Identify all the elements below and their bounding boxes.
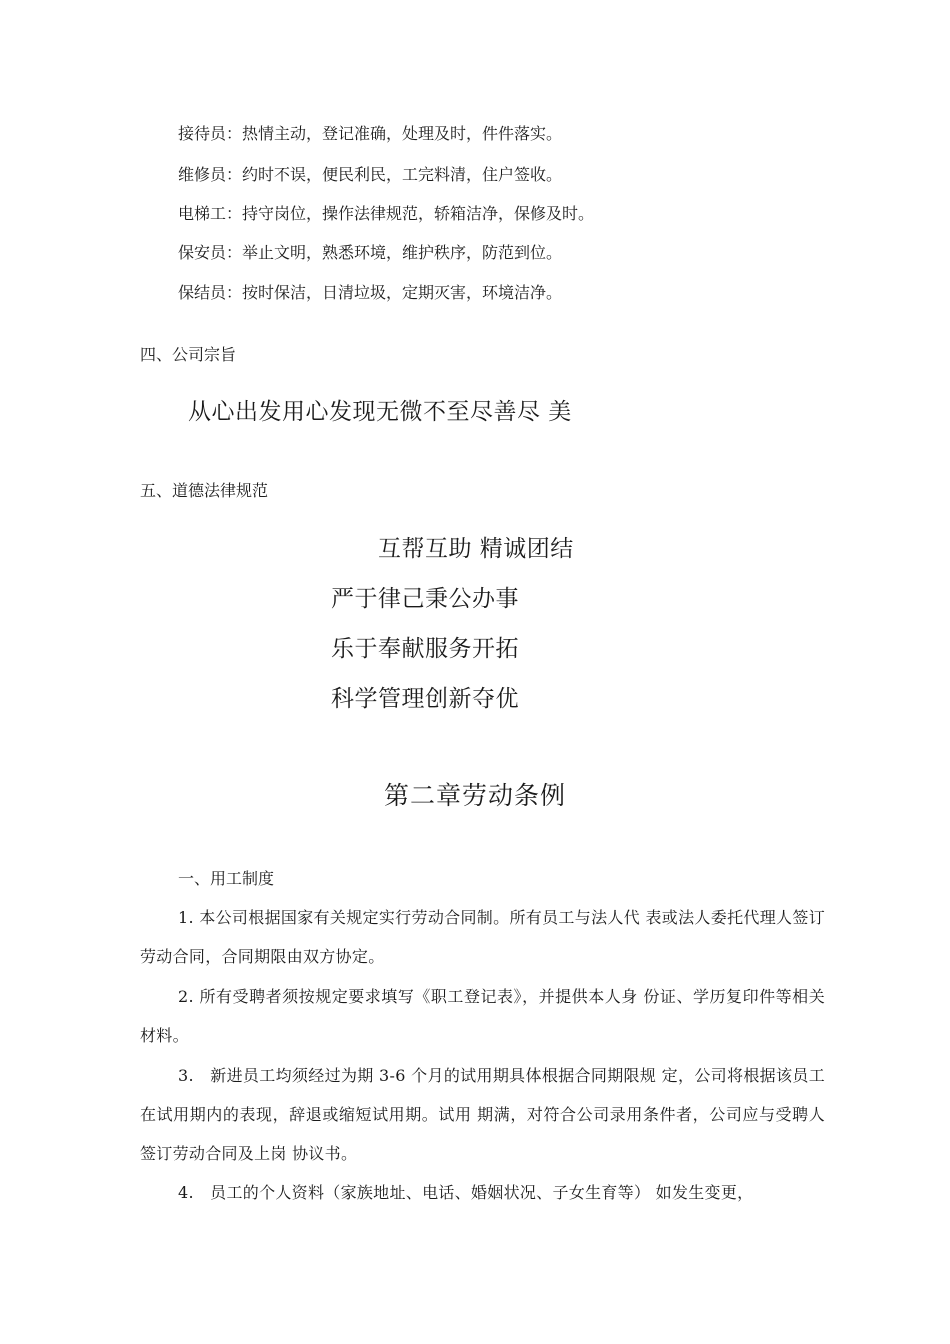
duty-security-guard: 保安员：举止文明，熟悉环境，维护秩序，防范到位。	[178, 243, 563, 262]
section4-heading: 四、公司宗旨	[140, 345, 237, 364]
duty-receptionist: 接待员：热情主动，登记准确，处理及时，件件落实。	[178, 124, 563, 143]
section5-heading: 五、道德法律规范	[140, 481, 269, 500]
paragraph-1: 1. 本公司根据国家有关规定实行劳动合同制。所有员工与法人代 表或法人委托代理人签订劳动合同，合同期限由双方协定。	[140, 908, 825, 966]
chapter-title: 第二章劳动条例	[383, 781, 566, 810]
paragraph-2: 2. 所有受聘者须按规定要求填写《职工登记表》，并提供本人身 份证、学历复印件等相关材料。	[140, 987, 825, 1045]
duty-cleaner: 保结员：按时保洁，日清垃圾，定期灭害，环境洁净。	[178, 283, 563, 302]
duty-repairman: 维修员：约时不误，便民利民，工完料清，住户签收。	[178, 165, 563, 184]
company-motto: 从心出发用心发现无微不至尽善尽 美	[188, 399, 572, 425]
chapter-subheading: 一、用工制度	[178, 869, 275, 888]
paragraph-3: 3. 新进员工均须经过为期 3-6 个月的试用期具体根据合同期限规 定，公司将根据该员工在试用期内的表现，辞退或缩短试用期。试用 期满，对符合公司录用条件者，公司应与受聘人签订劳动合同及上岗 协议书。	[140, 1066, 825, 1163]
ethic-line-1: 互帮互助 精诚团结	[378, 536, 574, 562]
ethic-line-3: 乐于奉献服务开拓	[331, 636, 519, 662]
ethic-line-2: 严于律己秉公办事	[331, 586, 519, 612]
ethic-line-4: 科学管理创新夺优	[331, 686, 519, 712]
paragraph-4: 4. 员工的个人资料（家族地址、电话、婚姻状况、子女生育等） 如发生变更，	[178, 1183, 754, 1202]
duty-elevator-operator: 电梯工：持守岗位，操作法律规范，轿箱洁净，保修及时。	[178, 204, 595, 223]
